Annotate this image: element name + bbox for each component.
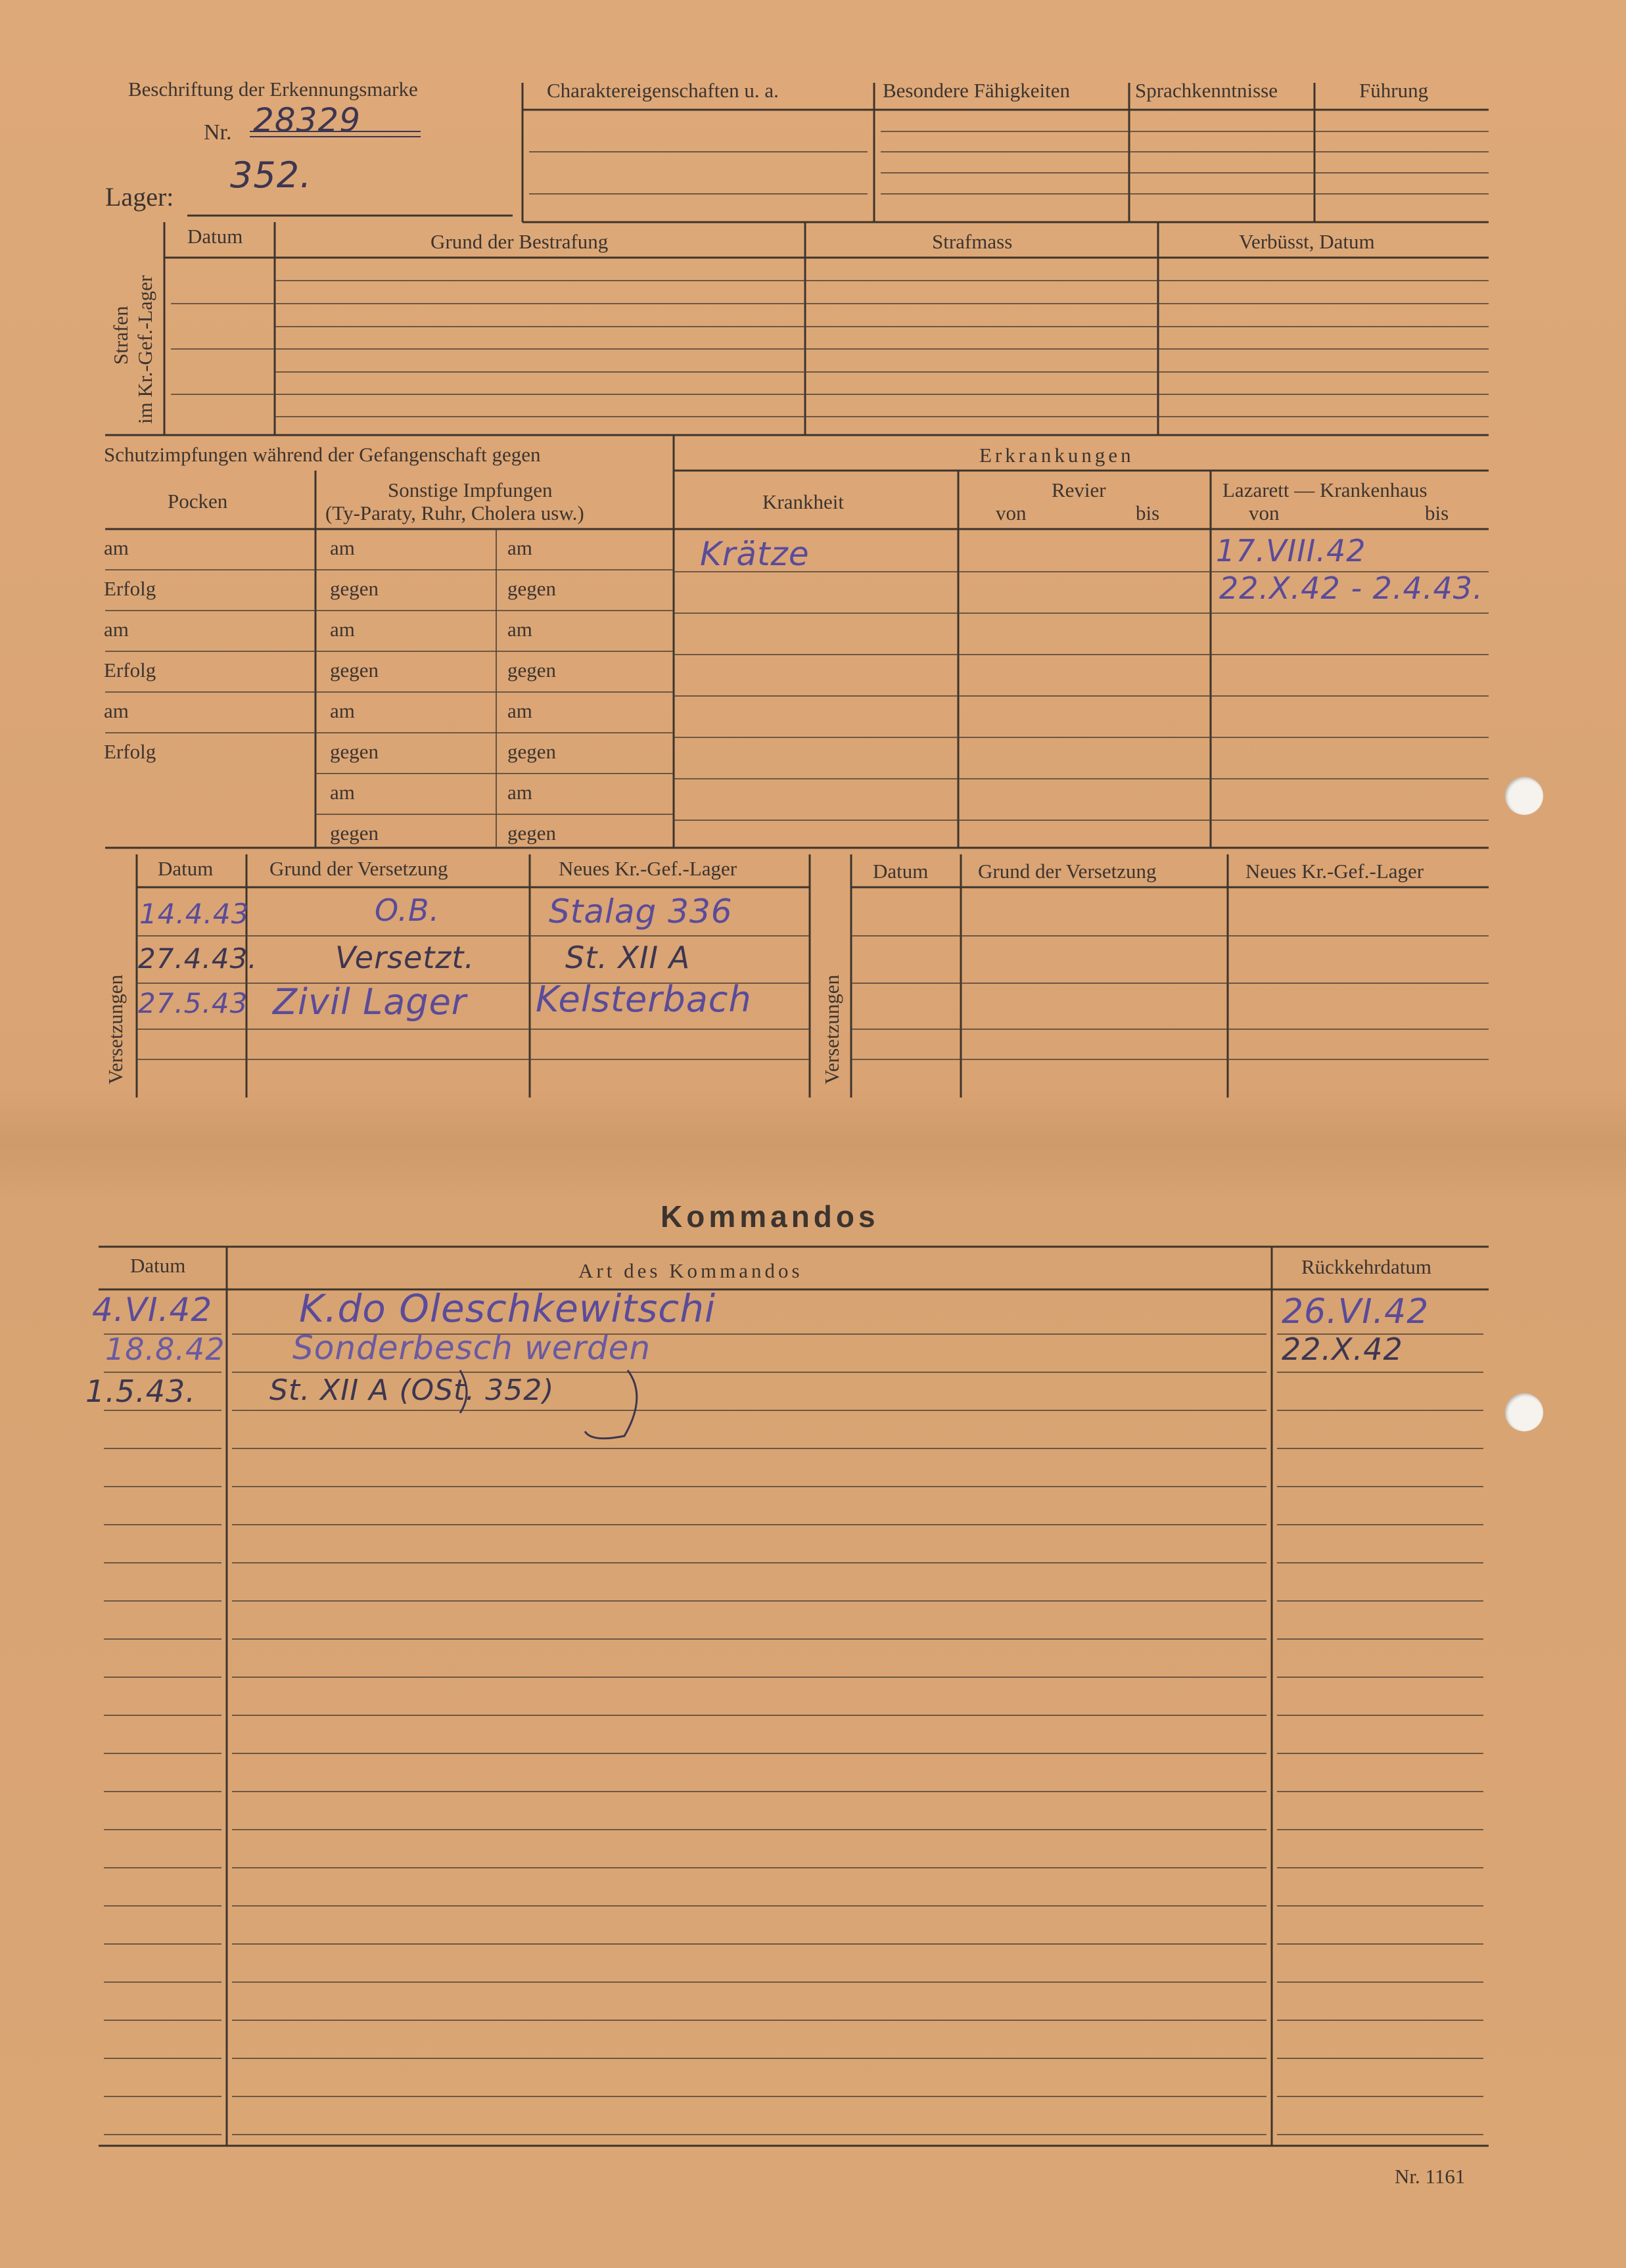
sonst-row-a: am <box>330 781 355 804</box>
pocken-row: Erfolg <box>104 577 156 600</box>
pocken-label: Pocken <box>168 490 228 513</box>
versetzungen-side-label: Versetzungen <box>104 975 127 1084</box>
vers-row-datum: 27.5.43 <box>138 987 248 1019</box>
versetzungen-side-label-right: Versetzungen <box>820 975 843 1084</box>
vers-row-lager: Kelsterbach <box>536 979 752 1020</box>
strafen-col-strafmass: Strafmass <box>932 230 1013 253</box>
sonst-row-b: am <box>507 618 532 641</box>
sonstige-label: Sonstige Impfungen <box>388 478 553 501</box>
strafen-side-label: Strafen <box>109 306 132 365</box>
pocken-row: Erfolg <box>104 740 156 763</box>
pocken-row: am <box>104 536 129 559</box>
lazarett-von: von <box>1249 501 1280 524</box>
strafen-col-datum: Datum <box>187 225 243 248</box>
sonst-row-a: gegen <box>330 659 379 682</box>
vers-col-lager-right: Neues Kr.-Gef.-Lager <box>1245 860 1424 883</box>
sonst-row-a: gegen <box>330 740 379 763</box>
kommando-row-art: Sonderbesch werden <box>292 1329 651 1367</box>
kommando-col-datum: Datum <box>130 1254 186 1277</box>
nr-value: 28329 <box>253 101 361 139</box>
vers-row-grund: O.B. <box>375 892 440 928</box>
vers-col-datum: Datum <box>158 857 214 880</box>
kommando-col-rueck: Rückkehrdatum <box>1301 1255 1432 1278</box>
sonst-row-b: gegen <box>507 577 557 600</box>
nr-label: Nr. <box>204 120 232 145</box>
col-sprach: Sprachkenntnisse <box>1135 79 1278 102</box>
krankheit-label: Krankheit <box>762 490 844 513</box>
vers-row-lager: Stalag 336 <box>549 892 733 931</box>
marke-label: Beschriftung der Erkennungsmarke <box>128 78 418 101</box>
sonst-row-a: gegen <box>330 822 379 845</box>
col-faehigkeiten: Besondere Fähigkeiten <box>883 79 1070 102</box>
kommando-row-datum: 1.5.43. <box>85 1374 196 1409</box>
kommando-row-art: K.do Oleschkewitschi <box>299 1286 716 1331</box>
lager-value: 352. <box>230 154 312 196</box>
vers-col-grund-right: Grund der Versetzung <box>978 860 1157 883</box>
kommando-row-art: St. XII A (OSt. 352) <box>269 1374 555 1407</box>
vers-row-datum: 14.4.43 <box>139 898 250 930</box>
revier-von: von <box>996 501 1027 524</box>
revier-bis: bis <box>1136 501 1160 524</box>
sonst-row-a: am <box>330 699 355 722</box>
sonstige-label-2: (Ty-Paraty, Ruhr, Cholera usw.) <box>325 501 584 524</box>
vers-col-grund: Grund der Versetzung <box>269 857 448 880</box>
sonst-row-b: am <box>507 781 532 804</box>
sonst-row-a: am <box>330 536 355 559</box>
punch-hole <box>1505 1393 1543 1431</box>
vers-row-lager: St. XII A <box>565 940 691 975</box>
pocken-row: am <box>104 618 129 641</box>
strafen-col-grund: Grund der Bestrafung <box>430 230 609 253</box>
sonst-row-b: am <box>507 536 532 559</box>
revier-label: Revier <box>1052 478 1106 501</box>
sonst-row-a: am <box>330 618 355 641</box>
strafen-side-label-2: im Kr.-Gef.-Lager <box>133 275 156 424</box>
lazarett-bis: bis <box>1425 501 1449 524</box>
kommando-row-rueck: 22.X.42 <box>1282 1331 1403 1367</box>
kommando-row-rueck: 26.VI.42 <box>1282 1292 1429 1331</box>
vers-row-grund: Zivil Lager <box>273 981 467 1023</box>
kommando-col-art: Art des Kommandos <box>578 1259 803 1282</box>
sonst-row-b: gegen <box>507 822 557 845</box>
vers-row-datum: 27.4.43. <box>138 942 258 975</box>
krankheit-entry: Krätze <box>700 535 810 573</box>
sonst-row-b: gegen <box>507 740 557 763</box>
lazarett-label: Lazarett — Krankenhaus <box>1222 478 1428 501</box>
vers-row-grund: Versetzt. <box>335 940 475 975</box>
col-fuehrung: Führung <box>1359 79 1429 102</box>
erkrankungen-header: Erkrankungen <box>979 444 1134 467</box>
sonst-row-b: am <box>507 699 532 722</box>
col-charakter: Charaktereigenschaften u. a. <box>547 79 779 102</box>
kommando-row-datum: 18.8.42 <box>105 1331 225 1367</box>
lazarett-dates-entry: 22.X.42 - 2.4.43. <box>1219 570 1483 606</box>
lager-label: Lager: <box>105 182 174 212</box>
sonst-row-b: gegen <box>507 659 557 682</box>
kommandos-title: Kommandos <box>661 1199 879 1234</box>
pocken-row: am <box>104 699 129 722</box>
punch-hole <box>1505 777 1543 815</box>
pocken-row: Erfolg <box>104 659 156 682</box>
vers-col-datum-right: Datum <box>873 860 929 883</box>
strafen-col-verbuesst: Verbüsst, Datum <box>1239 230 1375 253</box>
vers-col-lager: Neues Kr.-Gef.-Lager <box>559 857 737 880</box>
kommando-row-datum: 4.VI.42 <box>92 1291 213 1329</box>
sonst-row-a: gegen <box>330 577 379 600</box>
impfungen-header: Schutzimpfungen während der Gefangenschaft gegen <box>104 443 541 466</box>
lazarett-von-entry: 17.VIII.42 <box>1216 533 1366 568</box>
form-number: Nr. 1161 <box>1395 2165 1466 2188</box>
